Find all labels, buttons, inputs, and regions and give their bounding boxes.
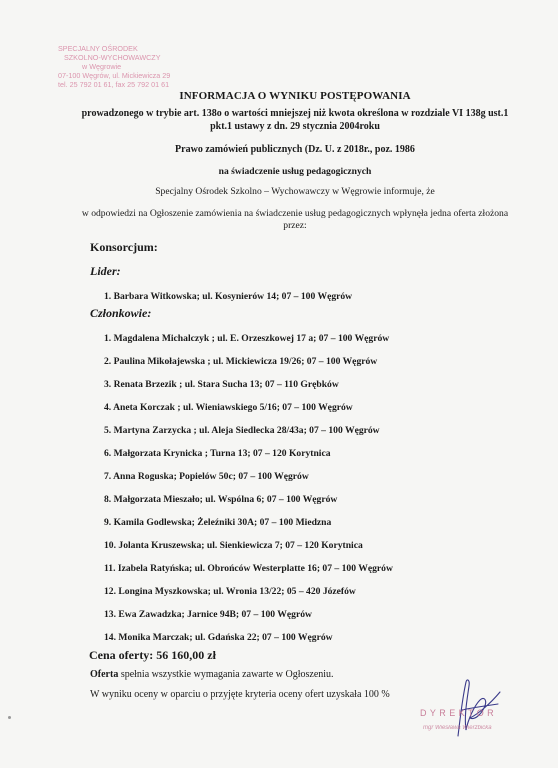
list-item: 2. Paulina Mikołajewska ; ul. Mickiewicza 19/26; 07 – 100 Węgrów xyxy=(104,356,378,367)
response-paragraph: w odpowiedzi na Ogłoszenie zamówienia na świadczenie usług pedagogicznych wpłynęła jedna oferta złożona przez: xyxy=(81,208,509,231)
list-item: 13. Ewa Zawadzka; Jarnice 94B; 07 – 100 Węgrów xyxy=(104,609,312,620)
document-title: INFORMACJA O WYNIKU POSTĘPOWANIA xyxy=(179,90,411,102)
stamp-line: tel. 25 792 01 61, fax 25 792 01 61 xyxy=(58,80,170,89)
list-item: 3. Renata Brzezik ; ul. Stara Sucha 13; 07 – 110 Grębków xyxy=(104,379,339,390)
stamp-line: SPECJALNY OŚRODEK xyxy=(58,44,138,53)
list-item: 14. Monika Marczak; ul. Gdańska 22; 07 – 100 Węgrów xyxy=(104,632,333,643)
list-item: 6. Małgorzata Krynicka ; Turna 13; 07 – 120 Korytnica xyxy=(104,448,331,459)
offer-compliance-rest: spełnia wszystkie wymagania zawarte w Ogłoszeniu. xyxy=(118,669,334,680)
list-item: 7. Anna Roguska; Popielów 50c; 07 – 100 Węgrów xyxy=(104,471,309,482)
director-name-stamp: mgr Wiesława Wierzbicka xyxy=(423,725,492,731)
stamp-line: SZKOLNO-WYCHOWAWCZY xyxy=(64,53,161,62)
list-item: 10. Jolanta Kruszewska; ul. Sienkiewicza 7; 07 – 120 Korytnica xyxy=(104,540,363,551)
document-subtitle: prowadzonego w trybie art. 138o o wartości mniejszej niż kwota określona w rozdziale VI 138g ust.1 pkt.1 ustawy z dn. 29 stycznia 2004roku xyxy=(81,108,509,132)
law-reference: Prawo zamówień publicznych (Dz. U. z 2018r., poz. 1986 xyxy=(175,144,415,155)
leader-entry: 1. Barbara Witkowska; ul. Kosynierów 14; 07 – 100 Węgrów xyxy=(104,291,353,302)
czlonkowie-heading: Członkowie: xyxy=(90,306,152,320)
institution-stamp xyxy=(58,44,178,89)
members-list xyxy=(104,333,393,655)
konsorcjum-heading: Konsorcjum: xyxy=(90,240,158,254)
service-description: na świadczenie usług pedagogicznych xyxy=(218,166,372,177)
offer-label: Oferta xyxy=(90,669,119,680)
list-item: 12. Longina Myszkowska; ul. Wronia 13/22; 05 – 420 Józefów xyxy=(104,586,356,597)
evaluation-result-text: W wyniku oceny w oparciu o przyjęte kryteria oceny ofert uzyskała 100 % xyxy=(90,689,390,700)
stamp-line: w Węgrowie xyxy=(82,62,122,71)
list-item: 1. Magdalena Michalczyk ; ul. E. Orzeszkowej 17 a; 07 – 100 Węgrów xyxy=(104,333,390,344)
list-item: 4. Aneta Korczak ; ul. Wieniawskiego 5/16; 07 – 100 Węgrów xyxy=(104,402,353,413)
offer-price: Cena oferty: 56 160,00 zł xyxy=(89,648,216,662)
lider-heading: Lider: xyxy=(90,264,121,278)
page-mark xyxy=(8,716,11,719)
list-item: 8. Małgorzata Mieszało; ul. Wspólna 6; 07 – 100 Węgrów xyxy=(104,494,338,505)
list-item: 11. Izabela Ratyńska; ul. Obrońców Westerplatte 16; 07 – 100 Węgrów xyxy=(104,563,393,574)
intro-paragraph: Specjalny Ośrodek Szkolno – Wychowawczy w Węgrowie informuje, że xyxy=(155,186,435,197)
list-item: 9. Kamila Godlewska; Żeleźniki 30A; 07 – 100 Miedzna xyxy=(104,517,332,528)
director-stamp: DYREKTOR xyxy=(420,708,498,718)
offer-compliance-text xyxy=(90,669,334,680)
list-item: 5. Martyna Zarzycka ; ul. Aleja Siedlecka 28/43a; 07 – 100 Węgrów xyxy=(104,425,380,436)
stamp-line: 07-100 Węgrów, ul. Mickiewicza 29 xyxy=(58,71,171,80)
